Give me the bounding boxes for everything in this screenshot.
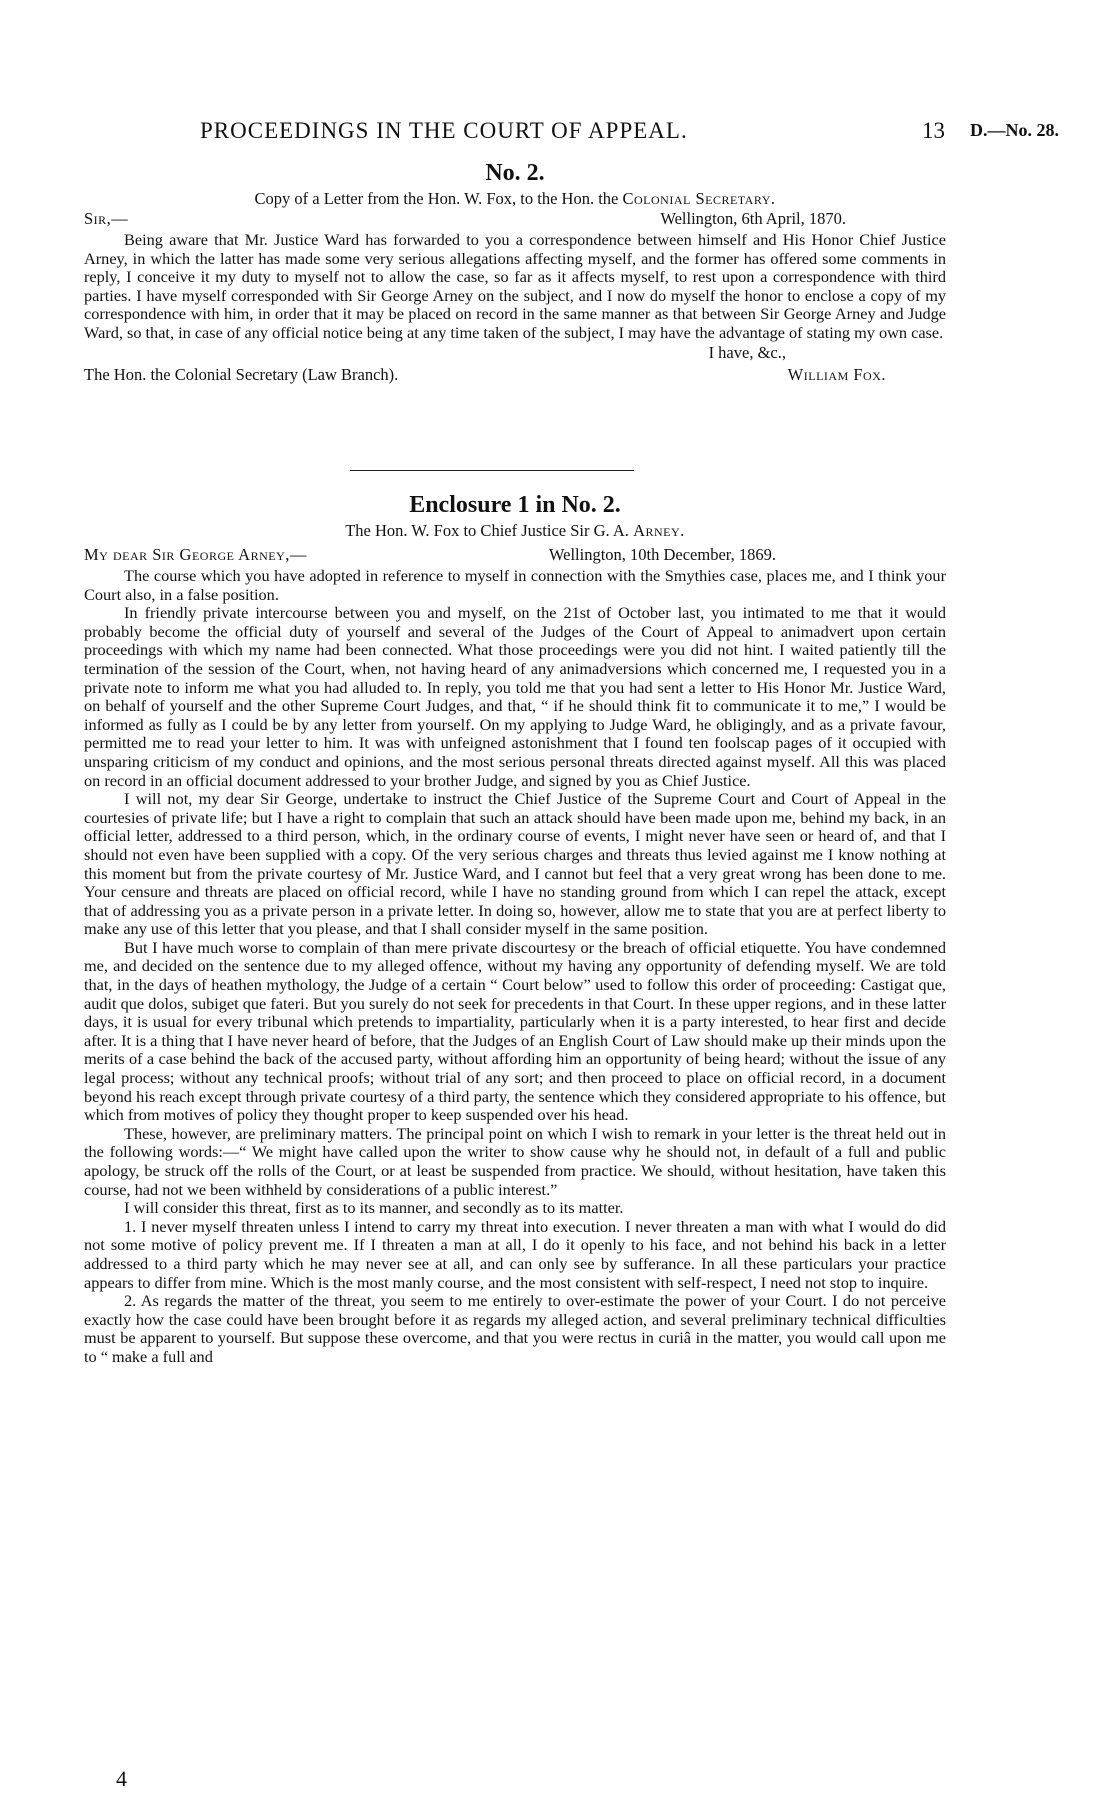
enclosure-subtitle-text: The Hon. W. Fox to Chief Justice Sir G. A.	[345, 521, 629, 540]
running-title: PROCEEDINGS IN THE COURT OF APPEAL.	[200, 118, 688, 143]
letter-subtitle	[84, 189, 946, 209]
paragraph-6: I will consider this threat, first as to its manner, and secondly as to its matter.	[124, 1198, 624, 1218]
enclosure-subtitle	[84, 521, 946, 541]
letter-addressee: The Hon. the Colonial Secretary (Law Branch).	[84, 364, 399, 384]
letter-body: Being aware that Mr. Justice Ward has forwarded to you a correspondence between himself and His Honor Chief Justice Arney, in which the latter has made some very serious allegations affecting myself, and the former has offered some comments in reply, I conceive it my duty to myself not to allow the case, so far as it affects myself, to rest upon a correspondence with third parties. I have myself corresponded with Sir George Arney on the subject, and I now do myself the honor to enclose a copy of my correspondence with him, in order that it may be placed on record in the same manner as that between Sir George Arney and Judge Ward, so that, in case of any official notice being at any time taken of the subject, I may have the advantage of stating my own case.	[84, 230, 946, 342]
letter-salute-line	[84, 209, 946, 231]
letter-closing: I have, &c.,	[708, 342, 786, 362]
letter-salutation: Sir,—	[84, 209, 129, 228]
letter-heading: No. 2.	[485, 160, 545, 186]
letter-subtitle-text: Copy of a Letter from the Hon. W. Fox, to the Hon. the	[254, 189, 619, 208]
paragraph-4: But I have much worse to complain of than mere private discourtesy or the breach of official etiquette. You have condemned me, and decided on the sentence due to my alleged offence, without my having any opportunity of defending myself. We are told that, in the days of heathen mythology, the Judge of a certain “ Court below” used to follow this order of proceeding: Castigat que, audit que dolos, subiget que fateri. But you surely do not seek for precedents in that Court. In these upper regions, and in these latter days, it is usual for every tribunal which pretends to impartiality, particularly when it is a party interested, to hear first and decide after. It is a thing that I have never heard of before, that the Judges of an English Court of Law should make up their minds upon the merits of a case behind the back of the accused party, without affording him an opportunity of being heard; without the issue of any legal process; without any technical proofs; without trial of any sort; and then proceed to place on official record, in a document beyond his reach except through private courtesy of a third party, the sentence which they considered appropriate to his offence, but which from motives of policy they thought proper to keep suspended over his head.	[84, 937, 946, 1125]
letter-signature: William Fox.	[787, 364, 886, 384]
paragraph-2: In friendly private intercourse between you and myself, on the 21st of October last, you intimated to me that it would probably become the official duty of yourself and several of the Judges of the Court of Appeal to animadvert upon certain proceedings with which my name had been connected. What those proceedings were you did not hint. I waited patiently till the termination of the session of the Court, when, not having heard of any animadversions which concerned me, I requested you in a private note to inform me what you had alluded to. In reply, you told me that you had sent a letter to His Honor Mr. Justice Ward, on behalf of yourself and the other Supreme Court Judges, and that, “ if he should think fit to communicate it to me,” I would be informed as fully as I could be by any letter from yourself. On my applying to Judge Ward, he obligingly, and as a private favour, permitted me to read your letter to him. It was with unfeigned astonishment that I found ten foolscap pages of it occupied with unsparing criticism of my conduct and opinions, and the most serious personal threats directed against myself. All this was placed on record in an official document addressed to your brother Judge, and signed by you as Chief Justice.	[84, 603, 946, 790]
enclosure-salute-line	[84, 545, 946, 567]
paragraph-1: The course which you have adopted in reference to myself in connection with the Smythies case, places me, and I think your Court also, in a false position.	[84, 566, 946, 604]
paragraph-8: 2. As regards the matter of the threat, you seem to me entirely to over-estimate the power of your Court. I do not perceive exactly how the case could have been brought before it as regards my alleged action, and several preliminary technical difficulties must be apparent to yourself. But suppose these overcome, and that you were rectus in curiâ in the matter, you would call upon me to “ make a full and	[84, 1291, 946, 1366]
section-divider	[350, 470, 634, 471]
running-header	[0, 118, 1114, 148]
folio-mark: 4	[116, 1766, 127, 1791]
enclosure-dateline: Wellington, 10th December, 1869.	[548, 545, 776, 564]
enclosure-section	[84, 492, 946, 1367]
paragraph-7: 1. I never myself threaten unless I intend to carry my threat into execution. I never threaten a man with what I would do did not some motive of policy prevent me. If I threaten a man at all, I do it openly to his face, and not behind his back in a letter addressed to a third party which he may never see at all, and can only see by sufferance. In all these particulars your practice appears to differ from mine. Which is the most manly course, and the most consistent with self-respect, I need not stop to inquire.	[84, 1216, 946, 1292]
letter-dateline: Wellington, 6th April, 1870.	[660, 209, 846, 228]
page-number: 13	[922, 118, 945, 143]
document-reference: D.—No. 28.	[970, 120, 1059, 140]
letter-subtitle-recipient: Colonial Secretary.	[622, 189, 776, 208]
enclosure-heading: Enclosure 1 in No. 2.	[409, 492, 621, 518]
enclosure-salutation: My dear Sir George Arney,—	[84, 545, 307, 564]
paragraph-5: These, however, are preliminary matters. The principal point on which I wish to remark in your letter is the threat held out in the following words:—“ We might have called upon the writer to show cause why he should not, in default of a full and public apology, be struck off the rolls of the Court, or at least be suspended from practice. We should, without hesitation, have taken this course, had not we been withheld by considerations of a public interest.”	[84, 1123, 946, 1199]
letter-closing-block	[84, 343, 946, 387]
letter-section	[84, 160, 946, 387]
enclosure-subtitle-recipient: Arney.	[633, 521, 685, 540]
paragraph-3: I will not, my dear Sir George, undertake to instruct the Chief Justice of the Supreme Court and Court of Appeal in the courtesies of private life; but I have a right to complain that such an attack should have been made upon me, behind my back, in an official letter, addressed to a third person, which, in the ordinary course of events, I might never have seen or heard of, and that I should not even have been supplied with a copy. Of the very serious charges and threats thus levied against me I know nothing at this moment but from the private courtesy of Mr. Justice Ward, and I cannot but feel that a very great wrong has been done to me. Your censure and threats are placed on official record, while I have no standing ground from which I can repel the attack, except that of addressing you as a private person in a private letter. In doing so, however, allow me to state that you are at perfect liberty to make any use of this letter that you please, and that I shall consider myself in the same position.	[84, 789, 946, 939]
